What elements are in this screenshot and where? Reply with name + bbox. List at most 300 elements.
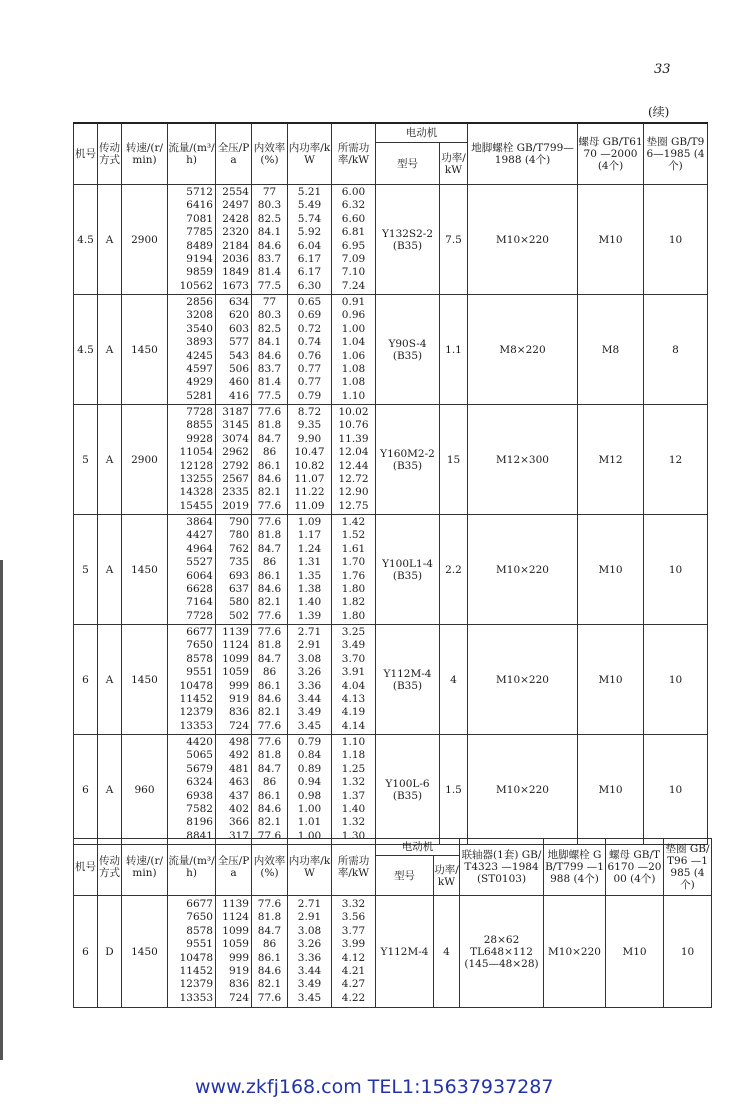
value-item: 83.7 (257, 252, 282, 265)
cell-motor-power: 15 (440, 405, 468, 515)
value-item: 2428 (222, 212, 249, 225)
value-item: 5527 (186, 556, 213, 569)
motor-mount: (B35) (392, 569, 423, 582)
cell-pressure-list (216, 735, 252, 845)
value-item: 10.82 (294, 459, 325, 472)
value-item: 2.71 (297, 897, 322, 910)
value-item: 0.74 (297, 336, 322, 349)
motor-type: Y132S2-2 (381, 227, 434, 240)
value-item: 3864 (186, 515, 213, 528)
coupling-line-3: (145—48×28) (464, 957, 539, 970)
cell-bolt: M10×220 (468, 735, 578, 845)
motor-mount: (B35) (392, 789, 423, 802)
cell-drive: A (98, 295, 122, 405)
value-item: 14328 (179, 486, 213, 499)
cell-model: 6 (74, 625, 98, 735)
cell-nut: M10 (606, 896, 664, 1008)
value-item: 620 (228, 309, 249, 322)
cell-efficiency-list (252, 405, 288, 515)
value-item: 5.92 (297, 226, 322, 239)
value-item: 11.22 (294, 486, 325, 499)
value-item: 84.7 (257, 924, 282, 937)
cell-bolt: M10×220 (468, 185, 578, 295)
value-item: 1.09 (297, 515, 322, 528)
value-item: 7164 (186, 596, 213, 609)
value-item: 693 (228, 569, 249, 582)
value-item: 84.6 (257, 692, 282, 705)
value-item: 1.30 (341, 829, 366, 842)
value-item: 0.96 (341, 309, 366, 322)
value-item: 11054 (179, 446, 213, 459)
value-item: 0.89 (297, 762, 322, 775)
value-item: 1.37 (341, 789, 366, 802)
value-item: 0.65 (297, 295, 322, 308)
cell-drive: A (98, 515, 122, 625)
value-item: 790 (228, 515, 249, 528)
motor-mount: (B35) (392, 459, 423, 472)
value-item: 6064 (186, 569, 213, 582)
value-item: 3.99 (341, 938, 366, 951)
value-item: 84.1 (257, 336, 282, 349)
value-item: 724 (228, 991, 249, 1004)
value-item: 6324 (186, 776, 213, 789)
value-item: 506 (228, 362, 249, 375)
value-item: 6.04 (297, 239, 322, 252)
fan-spec-table-d (73, 838, 712, 1008)
value-item: 77.6 (257, 609, 282, 622)
cell-washer: 8 (644, 295, 708, 405)
value-item: 1.25 (341, 762, 366, 775)
value-item: 10.02 (338, 405, 369, 418)
value-item: 1099 (222, 924, 249, 937)
value-item: 577 (228, 336, 249, 349)
value-item: 6.17 (297, 266, 322, 279)
cell-motor-type (376, 295, 440, 405)
header2-pressure: 全压/Pa (216, 839, 252, 896)
value-item: 637 (228, 582, 249, 595)
value-item: 12379 (179, 706, 213, 719)
value-item: 7.09 (341, 252, 366, 265)
value-item: 3.26 (297, 938, 322, 951)
cell-internal-power-list (288, 625, 332, 735)
header2-model: 机号 (74, 839, 98, 896)
value-item: 10.47 (294, 446, 325, 459)
value-item: 498 (228, 735, 249, 748)
value-item: 4.27 (341, 978, 366, 991)
value-item: 13353 (179, 991, 213, 1004)
value-item: 1673 (222, 279, 249, 292)
value-item: 1.31 (297, 556, 322, 569)
value-item: 2036 (222, 252, 249, 265)
value-item: 0.79 (297, 389, 322, 402)
motor-type: Y160M2-2 (380, 447, 435, 460)
value-item: 1.39 (297, 609, 322, 622)
value-item: 2335 (222, 486, 249, 499)
header-motor-power: 功率/kW (440, 143, 468, 185)
value-item: 3.36 (297, 679, 322, 692)
value-item: 6677 (186, 897, 213, 910)
value-item: 82.1 (257, 978, 282, 991)
value-item: 86 (262, 446, 277, 459)
fan-spec-table-a (73, 122, 708, 845)
coupling-line-2: TL648×112 (470, 945, 533, 958)
value-item: 4.12 (341, 951, 366, 964)
cell-required-power-list (332, 896, 376, 1008)
cell-flow-list (168, 515, 216, 625)
value-item: 3.49 (297, 706, 322, 719)
value-item: 4.21 (341, 964, 366, 977)
value-item: 77 (262, 185, 277, 198)
cell-washer: 10 (644, 515, 708, 625)
value-item: 735 (228, 556, 249, 569)
value-item: 460 (228, 376, 249, 389)
value-item: 77.6 (257, 405, 282, 418)
value-item: 5.21 (297, 185, 322, 198)
value-item: 0.91 (341, 295, 366, 308)
value-item: 2.91 (297, 911, 322, 924)
value-item: 1059 (222, 938, 249, 951)
cell-required-power-list (332, 185, 376, 295)
value-item: 84.6 (257, 582, 282, 595)
value-item: 8489 (186, 239, 213, 252)
header-flow: 流量/(m³/h) (168, 123, 216, 185)
value-item: 84.7 (257, 762, 282, 775)
value-item: 1.32 (341, 776, 366, 789)
cell-pressure-list (216, 896, 252, 1008)
value-item: 84.6 (257, 964, 282, 977)
value-item: 0.72 (297, 322, 322, 335)
cell-required-power-list (332, 625, 376, 735)
header-internal-power: 内功率/kW (288, 123, 332, 185)
value-item: 6.32 (341, 199, 366, 212)
value-item: 3.49 (341, 639, 366, 652)
motor-mount: (B35) (392, 679, 423, 692)
value-item: 8578 (186, 924, 213, 937)
value-item: 9194 (186, 252, 213, 265)
value-item: 724 (228, 719, 249, 732)
value-item: 4.04 (341, 679, 366, 692)
value-item: 6.81 (341, 226, 366, 239)
value-item: 3540 (186, 322, 213, 335)
value-item: 10.76 (338, 419, 369, 432)
value-item: 1849 (222, 266, 249, 279)
value-item: 4929 (186, 376, 213, 389)
table-row (74, 625, 708, 735)
value-item: 7081 (186, 212, 213, 225)
cell-flow-list (168, 896, 216, 1008)
value-item: 84.7 (257, 652, 282, 665)
value-item: 1.52 (341, 529, 366, 542)
cell-motor-power: 1.1 (440, 295, 468, 405)
value-item: 1139 (222, 897, 249, 910)
cell-motor-power: 2.2 (440, 515, 468, 625)
value-item: 77.6 (257, 625, 282, 638)
motor-mount: (B35) (392, 349, 423, 362)
value-item: 81.8 (257, 749, 282, 762)
cell-washer: 10 (644, 185, 708, 295)
value-item: 0.76 (297, 349, 322, 362)
value-item: 1139 (222, 625, 249, 638)
cell-speed: 1450 (122, 515, 168, 625)
value-item: 8855 (186, 419, 213, 432)
table-row (74, 896, 712, 1008)
value-item: 77.6 (257, 897, 282, 910)
value-item: 1.76 (341, 569, 366, 582)
page-number: 33 (654, 62, 671, 77)
value-item: 82.5 (257, 212, 282, 225)
value-item: 836 (228, 706, 249, 719)
header-required-power: 所需功率/kW (332, 123, 376, 185)
value-item: 836 (228, 978, 249, 991)
value-item: 5.49 (297, 199, 322, 212)
cell-pressure-list (216, 295, 252, 405)
value-item: 1.06 (341, 349, 366, 362)
value-item: 12.04 (338, 446, 369, 459)
value-item: 1.61 (341, 542, 366, 555)
value-item: 7.10 (341, 266, 366, 279)
value-item: 84.6 (257, 802, 282, 815)
cell-model: 5 (74, 405, 98, 515)
table-row (74, 735, 708, 845)
value-item: 2962 (222, 446, 249, 459)
value-item: 11.09 (294, 499, 325, 512)
cell-bolt: M10×220 (468, 515, 578, 625)
value-item: 1.00 (297, 802, 322, 815)
header2-motor-power: 功率/kW (434, 856, 460, 896)
value-item: 502 (228, 609, 249, 622)
value-item: 481 (228, 762, 249, 775)
continued-label: (续) (648, 105, 670, 119)
value-item: 1.70 (341, 556, 366, 569)
value-item: 81.8 (257, 419, 282, 432)
motor-mount: (B35) (392, 239, 423, 252)
value-item: 6.00 (341, 185, 366, 198)
value-item: 4427 (186, 529, 213, 542)
value-item: 3.49 (297, 978, 322, 991)
header2-washer: 垫圈 GB/T96 —1985 (4个) (664, 839, 712, 896)
cell-nut: M8 (578, 295, 644, 405)
value-item: 3.36 (297, 951, 322, 964)
cell-drive: A (98, 405, 122, 515)
value-item: 80.3 (257, 199, 282, 212)
header-pressure: 全压/Pa (216, 123, 252, 185)
value-item: 86.1 (257, 459, 282, 472)
value-item: 402 (228, 802, 249, 815)
cell-speed: 1450 (122, 295, 168, 405)
value-item: 1.01 (297, 816, 322, 829)
header2-motor-type: 型号 (376, 856, 434, 896)
value-item: 3208 (186, 309, 213, 322)
header2-required-power: 所需功率/kW (332, 839, 376, 896)
table-row (74, 405, 708, 515)
cell-internal-power-list (288, 295, 332, 405)
value-item: 5679 (186, 762, 213, 775)
value-item: 84.7 (257, 432, 282, 445)
cell-efficiency-list (252, 515, 288, 625)
value-item: 1.38 (297, 582, 322, 595)
value-item: 77.6 (257, 499, 282, 512)
value-item: 3.26 (297, 666, 322, 679)
value-item: 1124 (222, 639, 249, 652)
value-item: 82.1 (257, 816, 282, 829)
value-item: 3187 (222, 405, 249, 418)
value-item: 6938 (186, 789, 213, 802)
value-item: 3.56 (341, 911, 366, 924)
value-item: 919 (228, 692, 249, 705)
header-motor: 电动机 (376, 123, 468, 143)
cell-pressure-list (216, 625, 252, 735)
value-item: 780 (228, 529, 249, 542)
header-efficiency: 内效率(%) (252, 123, 288, 185)
value-item: 1059 (222, 666, 249, 679)
cell-nut: M12 (578, 405, 644, 515)
cell-motor-type (376, 185, 440, 295)
value-item: 6.30 (297, 279, 322, 292)
value-item: 80.3 (257, 309, 282, 322)
motor-type: Y112M-4 (383, 667, 432, 680)
value-item: 1.40 (297, 596, 322, 609)
value-item: 4.19 (341, 706, 366, 719)
value-item: 3.70 (341, 652, 366, 665)
value-item: 3.25 (341, 625, 366, 638)
cell-motor-power: 4 (434, 896, 460, 1008)
value-item: 1.82 (341, 596, 366, 609)
value-item: 0.69 (297, 309, 322, 322)
table-row (74, 185, 708, 295)
value-item: 82.1 (257, 596, 282, 609)
header2-nut: 螺母 GB/T6170 —2000 (4个) (606, 839, 664, 896)
value-item: 7650 (186, 639, 213, 652)
value-item: 86.1 (257, 569, 282, 582)
value-item: 0.98 (297, 789, 322, 802)
cell-internal-power-list (288, 185, 332, 295)
value-item: 3.45 (297, 991, 322, 1004)
value-item: 603 (228, 322, 249, 335)
value-item: 1.32 (341, 816, 366, 829)
footer-contact: www.zkfj168.com TEL1:15637937287 (195, 1076, 554, 1098)
value-item: 6677 (186, 625, 213, 638)
value-item: 12.44 (338, 459, 369, 472)
value-item: 81.8 (257, 529, 282, 542)
value-item: 11.07 (294, 472, 325, 485)
cell-motor-power: 4 (440, 625, 468, 735)
value-item: 366 (228, 816, 249, 829)
value-item: 77.5 (257, 389, 282, 402)
value-item: 4597 (186, 362, 213, 375)
value-item: 2856 (186, 295, 213, 308)
header-speed: 转速/(r/min) (122, 123, 168, 185)
value-item: 3145 (222, 419, 249, 432)
cell-speed: 2900 (122, 405, 168, 515)
cell-motor-power: 7.5 (440, 185, 468, 295)
value-item: 82.1 (257, 486, 282, 499)
cell-motor-type (376, 735, 440, 845)
value-item: 77.6 (257, 515, 282, 528)
value-item: 4245 (186, 349, 213, 362)
value-item: 4964 (186, 542, 213, 555)
cell-required-power-list (332, 405, 376, 515)
cell-efficiency-list (252, 896, 288, 1008)
value-item: 7728 (186, 405, 213, 418)
value-item: 1124 (222, 911, 249, 924)
cell-nut: M10 (578, 625, 644, 735)
value-item: 9.35 (297, 419, 322, 432)
cell-pressure-list (216, 185, 252, 295)
value-item: 7.24 (341, 279, 366, 292)
value-item: 6.60 (341, 212, 366, 225)
cell-internal-power-list (288, 896, 332, 1008)
header2-drive: 传动方式 (98, 839, 122, 896)
cell-efficiency-list (252, 625, 288, 735)
value-item: 5065 (186, 749, 213, 762)
value-item: 5281 (186, 389, 213, 402)
cell-required-power-list (332, 735, 376, 845)
cell-drive: D (98, 896, 122, 1008)
cell-speed: 2900 (122, 185, 168, 295)
value-item: 6416 (186, 199, 213, 212)
value-item: 12128 (179, 459, 213, 472)
value-item: 7650 (186, 911, 213, 924)
value-item: 5.74 (297, 212, 322, 225)
coupling-line-1: 28×62 (483, 933, 520, 946)
value-item: 2019 (222, 499, 249, 512)
cell-flow-list (168, 185, 216, 295)
value-item: 86 (262, 938, 277, 951)
value-item: 3074 (222, 432, 249, 445)
value-item: 0.77 (297, 376, 322, 389)
value-item: 12379 (179, 978, 213, 991)
value-item: 8.72 (297, 405, 322, 418)
value-item: 6628 (186, 582, 213, 595)
value-item: 15455 (179, 499, 213, 512)
cell-internal-power-list (288, 515, 332, 625)
value-item: 12.75 (338, 499, 369, 512)
value-item: 0.94 (297, 776, 322, 789)
cell-speed: 960 (122, 735, 168, 845)
value-item: 416 (228, 389, 249, 402)
value-item: 77.6 (257, 829, 282, 842)
value-item: 919 (228, 964, 249, 977)
cell-required-power-list (332, 295, 376, 405)
table-row (74, 295, 708, 405)
value-item: 84.1 (257, 226, 282, 239)
cell-drive: A (98, 625, 122, 735)
cell-motor-type: Y112M-4 (376, 896, 434, 1008)
value-item: 77.5 (257, 279, 282, 292)
value-item: 2567 (222, 472, 249, 485)
cell-internal-power-list (288, 405, 332, 515)
value-item: 2.71 (297, 625, 322, 638)
cell-speed: 1450 (122, 896, 168, 1008)
cell-bolt: M8×220 (468, 295, 578, 405)
value-item: 86.1 (257, 789, 282, 802)
value-item: 317 (228, 829, 249, 842)
cell-model: 5 (74, 515, 98, 625)
header2-flow: 流量/(m³/h) (168, 839, 216, 896)
value-item: 86 (262, 776, 277, 789)
value-item: 1.08 (341, 362, 366, 375)
value-item: 81.4 (257, 376, 282, 389)
cell-internal-power-list (288, 735, 332, 845)
value-item: 86 (262, 556, 277, 569)
value-item: 9928 (186, 432, 213, 445)
cell-pressure-list (216, 405, 252, 515)
value-item: 81.8 (257, 911, 282, 924)
value-item: 9.90 (297, 432, 322, 445)
value-item: 1.80 (341, 609, 366, 622)
header-motor-type: 型号 (376, 143, 440, 185)
value-item: 999 (228, 679, 249, 692)
